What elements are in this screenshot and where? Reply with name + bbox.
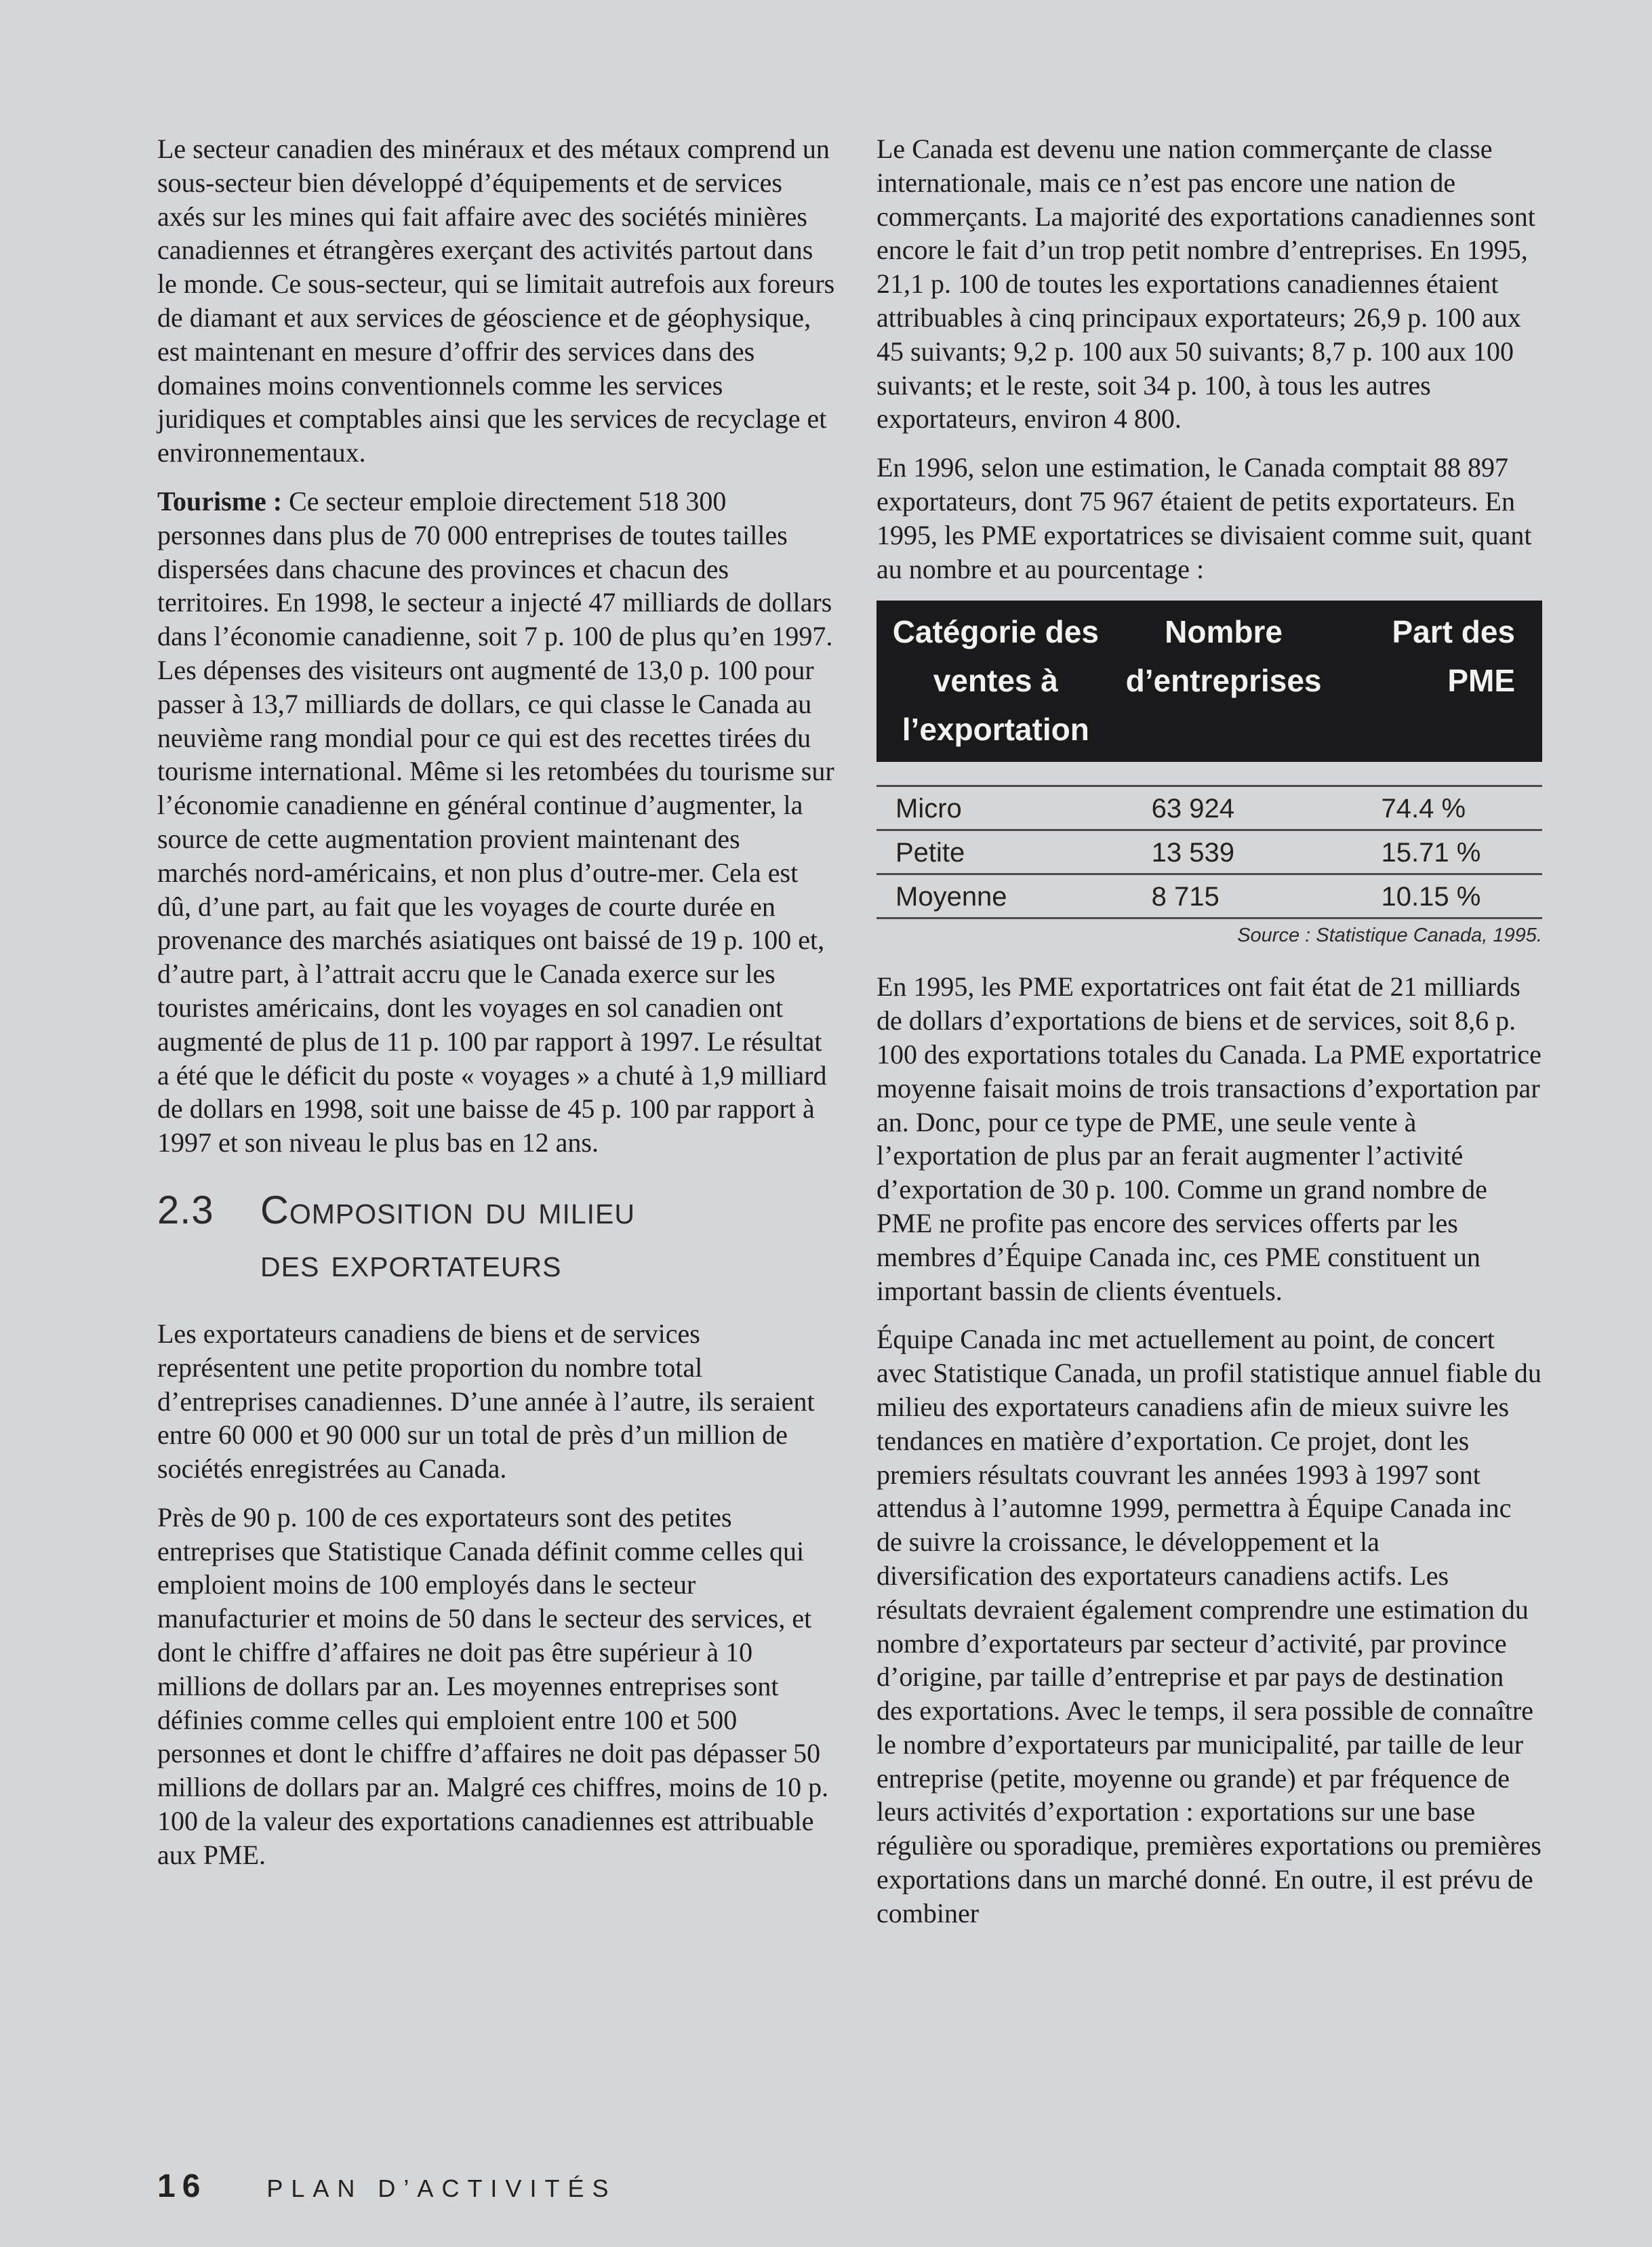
footer-title: PLAN D’ACTIVITÉS <box>266 2174 617 2202</box>
section-number: 2.3 <box>157 1188 214 1232</box>
left-column <box>157 132 835 1887</box>
tourism-lead: Tourisme : <box>157 485 283 517</box>
header-count: Nombre d’entreprises <box>1115 601 1333 762</box>
paragraph-sme-exports: En 1995, les PME exportatrices ont fait état de 21 milliards de dollars d’exportations de biens et de services, soit 8,6 p. 100 des exportations totales du Canada. La PME exportatrice moyenne faisait moins de trois transactions d’exportation par an. Donc, pour ce type de PME, une seule vente à l’exportation de plus par an ferait augmenter l’activité d’exportation de 30 p. 100. Comme un grand nombre de PME ne profite pas encore des services offerts par les membres d’Équipe Canada inc, ces PME constituent un important bassin de clients éventuels. <box>877 971 1542 1306</box>
paragraph-statistical-profile: Équipe Canada inc met actuellement au point, de concert avec Statistique Canada, un profil statistique annuel fiable du milieu des exportateurs canadiens afin de mieux suivre les tendances en matière d’exportation. Ce projet, dont les premiers résultats couvrant les années 1993 à 1997 sont attendus à l’automne 1999, permettra à Équipe Canada inc de suivre la croissance, le développement et la diversification des exportateurs canadiens actifs. Les résultats devraient également comprendre une estimation du nombre d’exportateurs par secteur d’activité, par province d’origine, par taille d’entreprise et par pays de destination des exportations. Avec le temps, il sera possible de connaître le nombre d’exportateurs par municipalité, par taille de leur entreprise (petite, moyenne ou grande) et par fréquence de leurs activités d’exportation : exportations sur une base régulière ou sporadique, premières exportations ou premières exportations dans un marché donné. En outre, il est prévu de combiner <box>877 1324 1542 1928</box>
sme-exporters-table <box>877 601 1542 919</box>
section-title-line1: Composition du milieu <box>260 1188 635 1232</box>
row-count: 13 539 <box>1115 830 1333 874</box>
table-row <box>877 874 1542 918</box>
row-share: 74.4 % <box>1333 786 1543 830</box>
table-row <box>877 786 1542 830</box>
paragraph-exporters-proportion: Les exportateurs canadiens de biens et de services représentent une petite proportion du nombre total d’entreprises canadiennes. D’une année à l’autre, ils seraient entre 60 000 et 90 000 sur un total de près d’un million de sociétés enregistrées au Canada. <box>157 1318 815 1484</box>
table-spacer-row <box>877 762 1542 786</box>
sme-table-block <box>877 601 1542 947</box>
tourism-text: Ce secteur emploie directement 518 300 personnes dans plus de 70 000 entreprises de toutes tailles dispersées dans chacune des provinces et chacun des territoires. En 1998, le secteur a injecté 47 milliards de dollars dans l’économie canadienne, soit 7 p. 100 de plus qu’en 1997. Les dépenses des visiteurs ont augmenté de 13,0 p. 100 pour passer à 13,7 milliards de dollars, ce qui classe le Canada au neuvième rang mondial pour ce qui est des recettes tirées du tourisme international. Même si les retombées du tourisme sur l’économie canadienne en général continue d’augmenter, la source de cette augmentation provient maintenant des marchés nord-américains, et non plus d’outre-mer. Cela est dû, d’une part, au fait que les voyages de courte durée en provenance des marchés asiatiques ont baissé de 19 p. 100 et, d’autre part, à l’attrait accru que le Canada exerce sur les touristes américains, dont les voyages en sol canadien ont augmenté de plus de 11 p. 100 par rapport à 1997. Le résultat a été que le déficit du poste « voyages » a chuté à 1,9 milliard de dollars en 1998, soit une baisse de 45 p. 100 par rapport à 1997 et son niveau le plus bas en 12 ans. <box>157 485 834 1158</box>
page-footer <box>157 2168 616 2205</box>
row-category: Micro <box>877 786 1115 830</box>
table-header-row <box>877 601 1542 762</box>
paragraph-sme-definition: Près de 90 p. 100 de ces exportateurs sont des petites entreprises que Statistique Canada définit comme celles qui emploient moins de 100 employés dans le secteur manufacturier et moins de 50 dans le secteur des services, et dont le chiffre d’affaires ne doit pas être supérieur à 10 millions de dollars par an. Les moyennes entreprises sont définies comme celles qui emploient entre 100 et 500 personnes et dont le chiffre d’affaires ne doit pas dépasser 50 millions de dollars par an. Malgré ces chiffres, moins de 10 p. 100 de la valeur des exportations canadiennes est attribuable aux PME. <box>157 1501 829 1870</box>
table-row <box>877 830 1542 874</box>
row-count: 8 715 <box>1115 874 1333 918</box>
row-share: 15.71 % <box>1333 830 1543 874</box>
page-number: 16 <box>157 2168 207 2204</box>
section-title-line2: des exportateurs <box>260 1240 562 1285</box>
paragraph-tourism <box>157 485 835 1160</box>
paragraph-minerals: Le secteur canadien des minéraux et des métaux comprend un sous-secteur bien développé d’équipements et de services axés sur les mines qui fait affaire avec des sociétés minières canadiennes et étrangères exerçant des activités partout dans le monde. Ce sous-secteur, qui se limitait autrefois aux foreurs de diamant et aux services de géoscience et de géophysique, est maintenant en mesure d’offrir des services dans des domaines moins conventionnels comme les services juridiques et comptables ainsi que les services de recyclage et environnementaux. <box>157 134 835 468</box>
paragraph-trading-nation: Le Canada est devenu une nation commerçante de classe internationale, mais ce n’est pas encore une nation de commerçants. La majorité des exportations canadiennes sont encore le fait d’un trop petit nombre d’entreprises. En 1995, 21,1 p. 100 de toutes les exportations canadiennes étaient attribuables à cinq principaux exportateurs; 26,9 p. 100 aux 45 suivants; 9,2 p. 100 aux 50 suivants; 8,7 p. 100 aux 100 suivants; et le reste, soit 34 p. 100, à tous les autres exportateurs, environ 4 800. <box>877 134 1535 434</box>
header-category: Catégorie des ventes à l’exportation <box>877 601 1115 762</box>
row-category: Petite <box>877 830 1115 874</box>
row-category: Moyenne <box>877 874 1115 918</box>
header-share: Part des PME <box>1333 601 1543 762</box>
section-heading <box>157 1184 835 1290</box>
row-share: 10.15 % <box>1333 874 1543 918</box>
table-source: Source : Statistique Canada, 1995. <box>1237 925 1542 947</box>
right-column <box>877 132 1542 1945</box>
row-count: 63 924 <box>1115 786 1333 830</box>
paragraph-exporter-count: En 1996, selon une estimation, le Canada comptait 88 897 exportateurs, dont 75 967 étaient de petits exportateurs. En 1995, les PME exportatrices se divisaient comme suit, quant au nombre et au pourcentage : <box>877 452 1532 584</box>
